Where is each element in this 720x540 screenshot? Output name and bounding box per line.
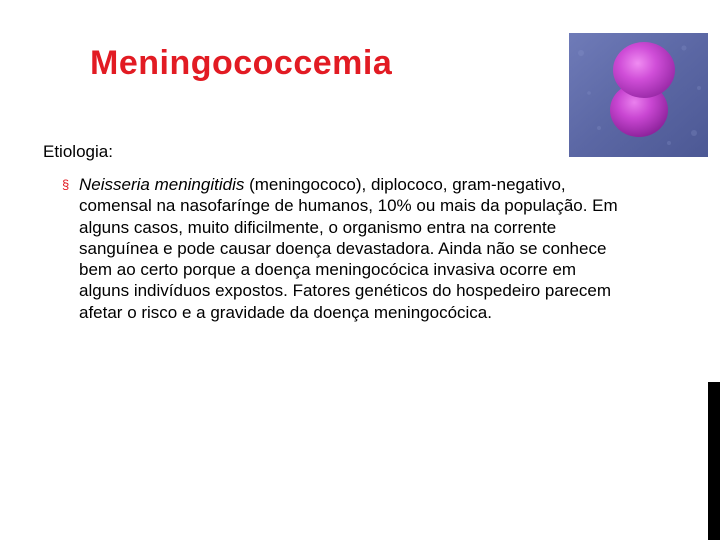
etiology-bullet-list — [62, 174, 622, 323]
etiology-description: (meningococo), diplococo, gram-negativo, comensal na nasofarínge de humanos, 10% ou mais da população. Em alguns casos, muito dificilmente, o organismo entra na corrente sanguínea e pode causar doença devastadora. Ainda não se conhece bem ao certo porque a doença meningocócica invasiva ocorre em alguns indivíduos expostos. Fatores genéticos do hospedeiro parecem afetar o risco e a gravidade da doença meningocócica. — [79, 175, 618, 322]
slide-title: Meningococcemia — [90, 44, 393, 82]
diplococcus-micrograph-image — [569, 33, 711, 157]
list-item — [62, 174, 622, 323]
etiology-heading: Etiologia: — [43, 142, 113, 161]
side-accent-bar-top — [708, 0, 720, 382]
side-accent-bar-bottom — [708, 382, 720, 540]
bullet-marker-icon: § — [62, 177, 70, 192]
organism-name: Neisseria meningitidis — [79, 175, 245, 194]
